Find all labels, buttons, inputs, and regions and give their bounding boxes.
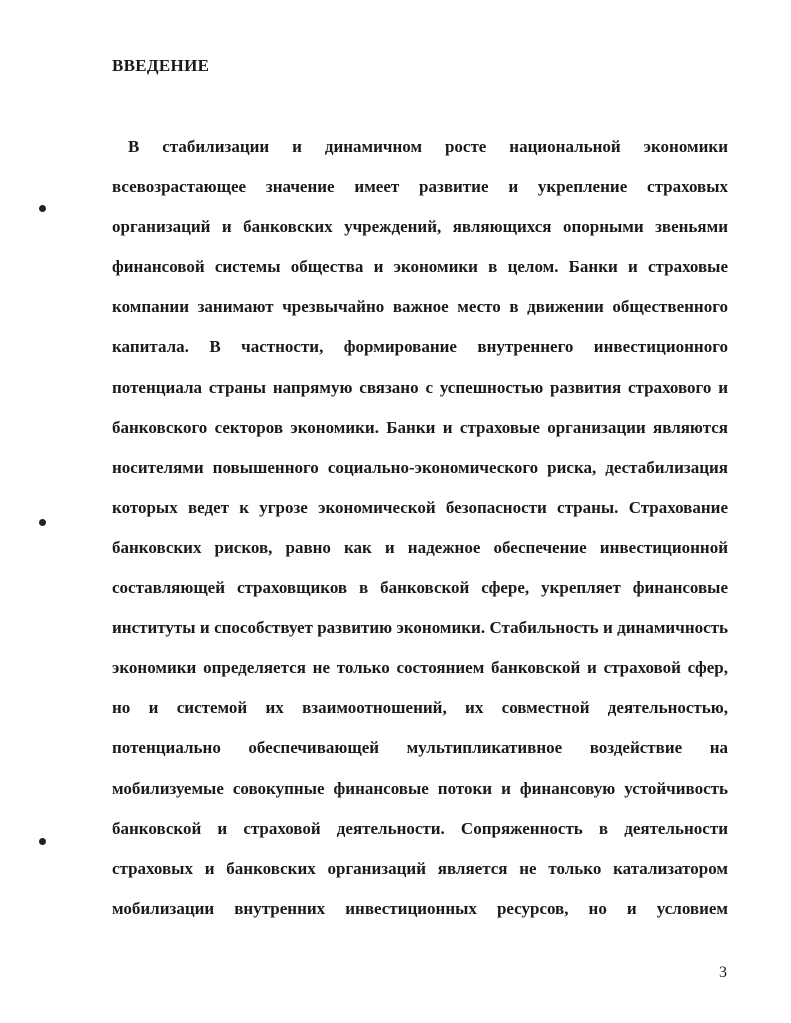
paragraph-line: всевозрастающее значение имеет развитие и укрепление страховых (112, 177, 728, 197)
paragraph-line: носителями повышенного социально-экономического риска, дестабилизация (112, 457, 728, 477)
page-number: 3 (719, 964, 727, 981)
paragraph-line: составляющей страховщиков в банковской сфере, укрепляет финансовые (112, 578, 728, 598)
paragraph-line: банковских рисков, равно как и надежное обеспечение инвестиционной (112, 537, 728, 557)
paragraph-line: В стабилизации и динамичном росте национальной экономики (128, 137, 728, 156)
paragraph-line: которых ведет к угрозе экономической безопасности страны. Страхование (112, 497, 728, 517)
paragraph-line: банковского секторов экономики. Банки и страховые организации являются (112, 417, 728, 437)
paragraph-line: мобилизуемые совокупные финансовые потоки и финансовую устойчивость (112, 778, 728, 798)
paragraph-line: финансовой системы общества и экономики в целом. Банки и страховые (112, 257, 728, 277)
paragraph-line: организаций и банковских учреждений, являющихся опорными звеньями (112, 217, 728, 237)
margin-dot-mark (39, 838, 46, 845)
paragraph-line: институты и способствует развитию экономики. Стабильность и динамичность (112, 618, 728, 638)
paragraph-line: экономики определяется не только состоянием банковской и страховой сфер, (112, 658, 728, 678)
paragraph-line: капитала. В частности, формирование внутреннего инвестиционного (112, 337, 728, 357)
paragraph-line: потенциала страны напрямую связано с успешностью развития страхового и (112, 377, 728, 397)
paragraph-line: страховых и банковских организаций является не только катализатором (112, 858, 728, 878)
section-heading: ВВЕДЕНИЕ (112, 56, 210, 75)
paragraph-line: банковской и страховой деятельности. Сопряженность в деятельности (112, 818, 728, 838)
margin-dot-mark (39, 519, 46, 526)
paragraph-line: но и системой их взаимоотношений, их совместной деятельностью, (112, 698, 728, 718)
margin-dot-mark (39, 205, 46, 212)
paragraph-line: мобилизации внутренних инвестиционных ресурсов, но и условием (112, 898, 728, 918)
paragraph-line: потенциально обеспечивающей мультипликативное воздействие на (112, 738, 728, 758)
introduction-paragraph (112, 133, 728, 935)
paragraph-line: компании занимают чрезвычайно важное место в движении общественного (112, 297, 728, 317)
